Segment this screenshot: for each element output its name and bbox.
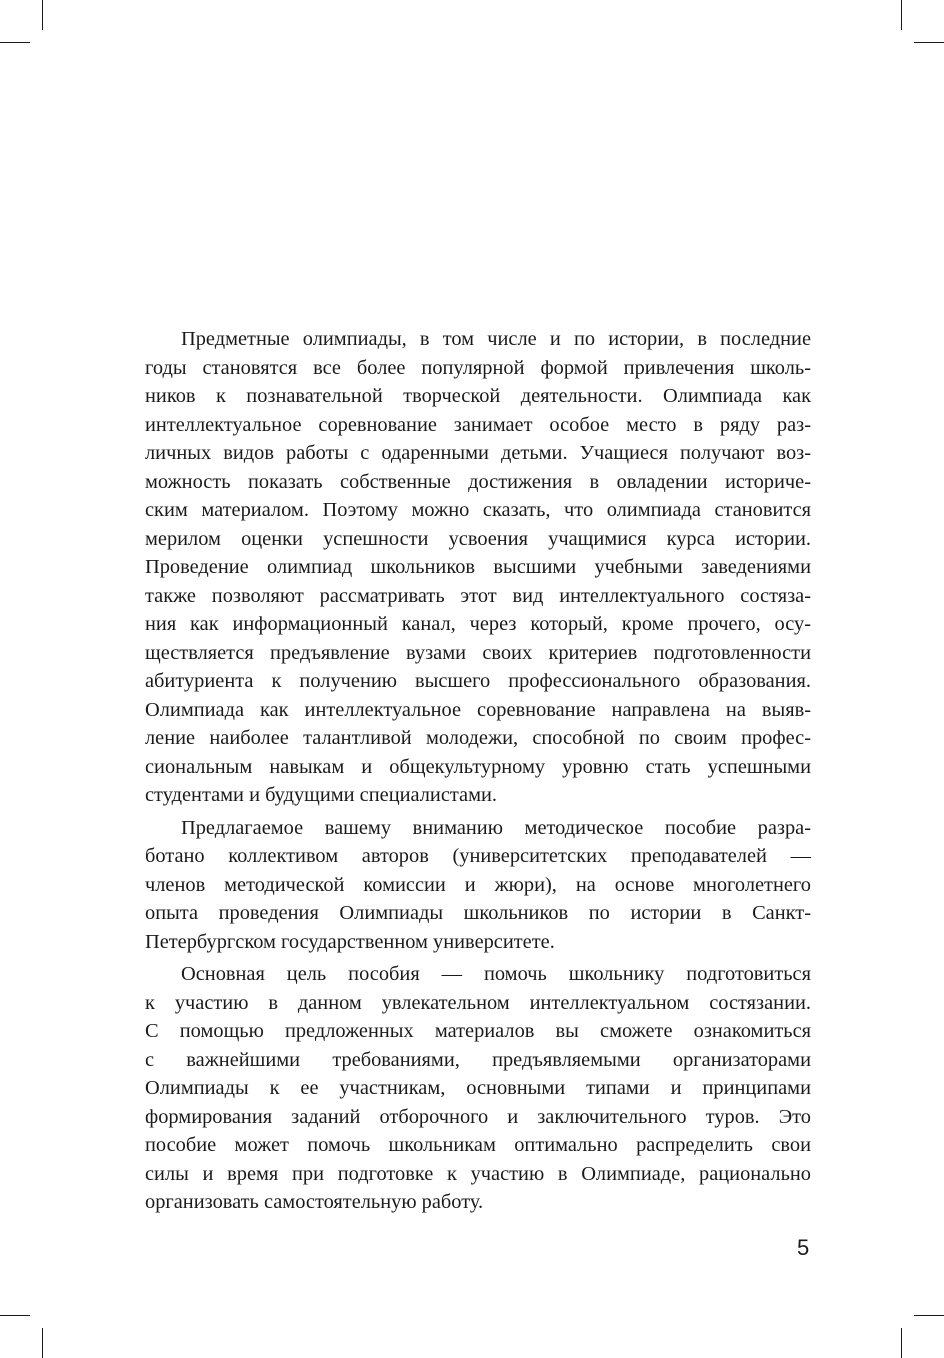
text-line: студентами и будущими специалистами. [145, 784, 498, 806]
text-line: ление наиболее талантливой молодежи, способной по своим профес- [145, 727, 811, 749]
text-line: сиональным навыкам и общекультурному уровню стать успешными [145, 755, 811, 778]
text-line: формирования заданий отборочного и заключительного туров. Это [145, 1105, 811, 1128]
text-line: силы и время при подготовке к участию в Олимпиаде, рационально [145, 1162, 811, 1185]
crop-mark-bottom-left-h [0, 1315, 30, 1316]
text-line: ществляется предъявление вузами своих критериев подготовленности [145, 641, 811, 664]
text-line: Предлагаемое вашему вниманию методическое пособие разра- [181, 816, 811, 839]
text-line: годы становятся все более популярной формой привлечения школь- [145, 356, 811, 379]
page-number: 5 [797, 1235, 810, 1260]
crop-mark-bottom-left-v [42, 1328, 43, 1358]
crop-mark-top-right-v [901, 0, 902, 30]
text-line: опыта проведения Олимпиады школьников по истории в Санкт- [145, 902, 811, 924]
paragraph-intro [145, 325, 811, 810]
text-line: ников к познавательной творческой деятельности. Олимпиада как [145, 385, 811, 407]
crop-mark-bottom-right-h [914, 1315, 944, 1316]
text-line: мерилом оценки успешности усвоения учащимися курса истории. [145, 527, 811, 550]
text-line: ния как информационный канал, через который, кроме прочего, осу- [145, 613, 811, 635]
text-line: Основная цель пособия — помочь школьнику подготовиться [181, 963, 811, 985]
paragraph-goal [145, 960, 811, 1217]
text-line: Проведение олимпиад школьников высшими учебными заведениями [145, 556, 811, 578]
text-line: можность показать собственные достижения в овладении историче- [145, 470, 811, 493]
text-line: интеллектуальное соревнование занимает особое место в ряду раз- [145, 413, 811, 436]
text-line: Олимпиады к ее участникам, основными типами и принципами [145, 1077, 811, 1099]
body-text [145, 325, 811, 1217]
text-line: к участию в данном увлекательном интеллектуальном состязании. [145, 991, 811, 1014]
crop-mark-top-left-v [42, 0, 43, 30]
text-line: ским материалом. Поэтому можно сказать, что олимпиада становится [145, 499, 811, 521]
crop-mark-top-right-h [914, 42, 944, 43]
crop-mark-top-left-h [0, 42, 30, 43]
text-line: Петербургском государственном университете. [145, 930, 555, 953]
text-line: Олимпиада как интеллектуальное соревнование направлена на выяв- [145, 698, 811, 721]
text-line: абитуриента к получению высшего профессионального образования. [145, 670, 811, 692]
text-line: С помощью предложенных материалов вы сможете ознакомиться [145, 1020, 811, 1042]
text-line: личных видов работы с одаренными детьми. Учащиеся получают воз- [145, 442, 811, 464]
text-line: также позволяют рассматривать этот вид интеллектуального состяза- [145, 584, 811, 607]
crop-mark-bottom-right-v [901, 1328, 902, 1358]
text-line: с важнейшими требованиями, предъявляемыми организаторами [145, 1048, 811, 1071]
text-line: Предметные олимпиады, в том числе и по истории, в последние [181, 328, 811, 350]
paragraph-authors [145, 814, 811, 957]
text-line: пособие может помочь школьникам оптимально распределить свои [145, 1134, 811, 1156]
text-line: членов методической комиссии и жюри), на основе многолетнего [145, 873, 811, 896]
text-line: организовать самостоятельную работу. [145, 1191, 484, 1213]
text-line: ботано коллективом авторов (университетских преподавателей — [145, 845, 811, 867]
